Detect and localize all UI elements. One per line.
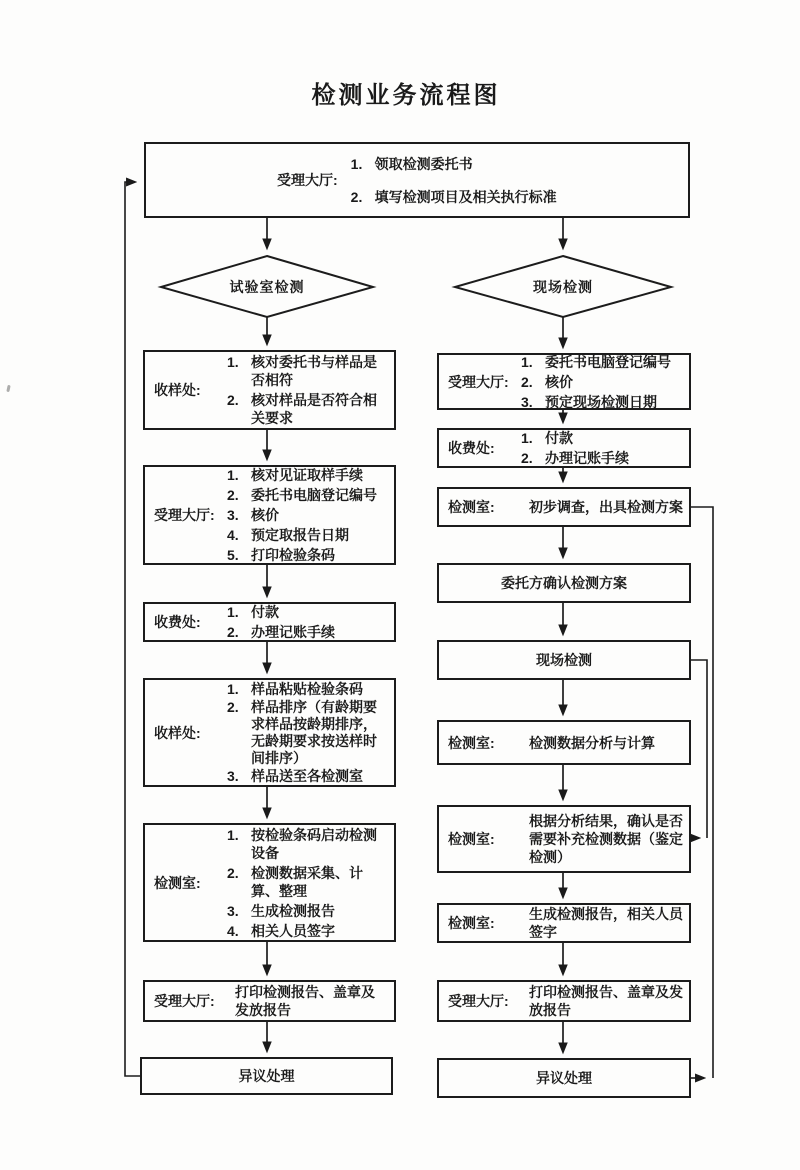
node-text: 异议处理	[238, 1068, 295, 1084]
item-text: 委托书电脑登记编号	[545, 353, 671, 370]
list-item	[351, 155, 559, 173]
item-text: 生成检测报告	[251, 902, 335, 919]
list-item	[227, 681, 390, 698]
item-text: 办理记账手续	[545, 450, 629, 466]
item-number: 2.	[227, 698, 239, 715]
item-number: 1.	[521, 430, 533, 446]
node-label: 受理大厅:	[154, 993, 215, 1009]
node-text: 打印检测报告、盖章及发放报告	[235, 984, 375, 1018]
list-item	[227, 922, 390, 940]
item-text: 付款	[545, 430, 573, 446]
diamond-lab-test-label: 试验室检测	[229, 279, 305, 295]
list-item	[227, 353, 390, 389]
node-items	[521, 427, 689, 469]
node-text: 初步调查，出具检测方案	[529, 499, 683, 515]
item-number: 3.	[227, 507, 239, 523]
list-item	[521, 353, 685, 371]
node-text: 异议处理	[536, 1070, 592, 1086]
item-number: 2.	[521, 450, 533, 466]
node-text: 根据分析结果，确认是否需要补充检测数据（鉴定检测）	[529, 813, 683, 865]
feedback-supplement-to-site-test	[689, 660, 707, 838]
list-item	[227, 506, 390, 524]
flow-node-left-dispute	[140, 1057, 393, 1095]
item-text: 付款	[251, 604, 279, 620]
diamond-site-test-label: 现场检测	[533, 279, 593, 295]
item-number: 3.	[227, 902, 239, 919]
item-number: 2.	[227, 392, 239, 408]
list-item	[227, 526, 390, 544]
list-item	[521, 449, 685, 467]
item-text: 检测数据采集、计算、整理	[251, 864, 363, 899]
node-label: 收费处:	[154, 614, 201, 630]
node-label: 受理大厅:	[448, 373, 509, 390]
flow-node-right-preliminary-survey	[437, 487, 691, 527]
list-item	[227, 902, 390, 920]
flow-node-right-report-sign	[437, 903, 691, 943]
node-text: 生成检测报告，相关人员签字	[529, 906, 683, 940]
node-label: 检测室:	[448, 915, 495, 931]
flow-node-right-data-analysis	[437, 720, 691, 765]
feedback-dispute-to-survey	[689, 507, 713, 1078]
list-item	[227, 546, 390, 564]
item-text: 核价	[251, 507, 279, 523]
node-label: 检测室:	[448, 499, 495, 515]
flow-node-right-reception-hall	[437, 353, 691, 410]
list-item	[227, 623, 390, 641]
item-text: 样品粘贴检验条码	[251, 680, 363, 697]
list-item	[351, 188, 559, 206]
item-number: 2.	[227, 487, 239, 503]
list-item	[227, 486, 390, 504]
item-number: 2.	[227, 864, 239, 881]
flow-node-left-sample-receipt	[143, 350, 396, 430]
node-items	[227, 464, 394, 566]
node-items	[351, 155, 559, 206]
item-number: 1.	[227, 826, 239, 843]
flow-node-reception-start	[144, 142, 690, 218]
node-items	[521, 351, 689, 413]
list-item	[227, 391, 390, 427]
item-number: 1.	[227, 467, 239, 483]
item-number: 2.	[521, 373, 533, 390]
item-number: 4.	[227, 922, 239, 939]
node-label: 检测室:	[448, 734, 495, 751]
item-number: 1.	[227, 354, 239, 370]
item-number: 1.	[350, 155, 363, 172]
list-item	[521, 373, 685, 391]
list-item	[227, 603, 390, 621]
item-text: 委托书电脑登记编号	[251, 487, 377, 503]
flow-node-right-print-report	[437, 980, 691, 1022]
node-items	[227, 824, 394, 942]
node-items	[227, 601, 394, 643]
list-item	[227, 826, 390, 862]
item-text: 核对样品是否符合相关要求	[251, 392, 377, 426]
item-number: 2.	[350, 188, 363, 205]
item-text: 办理记账手续	[251, 624, 335, 640]
item-text: 核价	[545, 373, 573, 390]
node-label: 收样处:	[154, 724, 201, 741]
node-items	[227, 679, 394, 787]
node-label: 受理大厅:	[277, 172, 338, 188]
item-text: 打印检验条码	[251, 547, 335, 563]
item-number: 1.	[227, 680, 239, 697]
item-number: 3.	[521, 393, 533, 410]
node-label: 受理大厅:	[154, 507, 215, 523]
item-text: 样品排序（有龄期要求样品按龄期排序，无龄期要求按送样时间排序）	[251, 698, 377, 766]
flow-node-left-sample-sorting	[143, 678, 396, 787]
item-number: 1.	[521, 353, 533, 370]
page-title: 检测业务流程图	[311, 82, 501, 109]
node-label: 收费处:	[448, 440, 495, 456]
item-number: 4.	[227, 527, 239, 543]
flow-node-right-client-confirm-plan	[437, 563, 691, 603]
item-text: 按检验条码启动检测设备	[251, 826, 377, 861]
flow-node-right-payment	[437, 428, 691, 468]
list-item	[227, 768, 390, 785]
flow-node-left-reception-hall	[143, 465, 396, 565]
node-text: 打印检测报告、盖章及发放报告	[529, 984, 683, 1018]
flow-node-left-test-room	[143, 823, 396, 942]
node-text: 检测数据分析与计算	[529, 734, 655, 751]
node-items	[227, 351, 394, 429]
list-item	[521, 429, 685, 447]
item-number: 3.	[227, 767, 239, 784]
flow-node-right-supplement-confirm	[437, 805, 691, 873]
list-item	[227, 864, 390, 900]
item-text: 相关人员签字	[251, 922, 335, 939]
item-text: 领取检测委托书	[374, 155, 473, 172]
feedback-dispute-to-start	[125, 182, 140, 1076]
item-text: 预定取报告日期	[251, 527, 349, 543]
flow-node-left-payment	[143, 602, 396, 642]
item-text: 预定现场检测日期	[545, 393, 657, 410]
list-item	[521, 393, 685, 411]
item-number: 2.	[227, 624, 239, 640]
node-label: 收样处:	[154, 382, 201, 398]
flow-node-left-print-report	[143, 980, 396, 1022]
node-label: 检测室:	[154, 874, 201, 891]
list-item	[227, 466, 390, 484]
node-label: 受理大厅:	[448, 993, 509, 1009]
flow-node-right-dispute	[437, 1058, 691, 1098]
item-text: 填写检测项目及相关执行标准	[374, 188, 557, 205]
item-text: 核对见证取样手续	[251, 467, 363, 483]
item-number: 1.	[227, 604, 239, 620]
node-text: 委托方确认检测方案	[501, 575, 627, 591]
node-text: 现场检测	[536, 652, 592, 668]
item-text: 样品送至各检测室	[251, 767, 363, 784]
item-text: 核对委托书与样品是否相符	[251, 354, 377, 388]
node-label: 检测室:	[448, 831, 495, 847]
list-item	[227, 699, 390, 767]
item-number: 5.	[227, 547, 239, 563]
flow-node-right-site-testing	[437, 640, 691, 680]
